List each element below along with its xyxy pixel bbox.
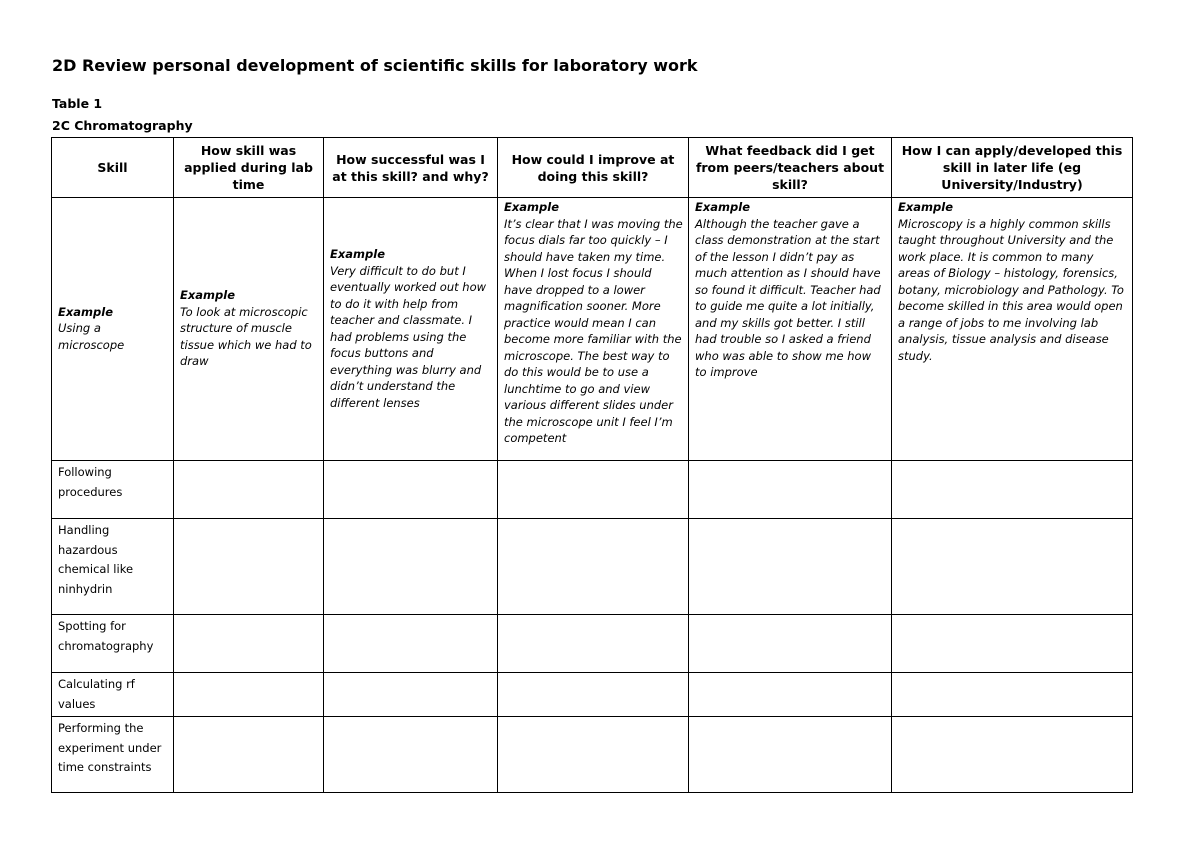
table-header-row — [52, 138, 1133, 198]
empty-cell — [689, 673, 892, 717]
example-applied-cell — [174, 198, 324, 461]
example-label: Example — [695, 200, 750, 214]
table-row — [52, 615, 1133, 673]
example-label: Example — [180, 288, 235, 303]
empty-cell — [689, 519, 892, 615]
example-improve-text: It’s clear that I was moving the focus dials far too quickly – I should have taken my time. When I lost focus I should have dropped to a lower magnification sooner. More practice would mean I can become more familiar with the microscope. The best way to do this would be to use a lunchtime to go and view various different slides under the microscope unit I feel I’m competent — [504, 216, 683, 445]
empty-cell — [174, 615, 324, 673]
example-label: Example — [330, 247, 385, 261]
empty-cell — [498, 717, 689, 793]
example-feedback-text: Although the teacher gave a class demonstration at the start of the lesson I didn’t pay as much attention as I should have so found it difficult. Teacher had to guide me quite a lot initially, and my skills got better. I still had trouble so I asked a friend who was able to show me how to improve — [695, 216, 881, 379]
empty-cell — [892, 673, 1133, 717]
skill-name-cell: Handling hazardous chemical like ninhydrin — [52, 519, 174, 615]
table-row — [52, 717, 1133, 793]
example-success-cell — [324, 198, 498, 461]
example-skill-text: Using a microscope — [58, 321, 125, 352]
example-feedback-cell — [689, 198, 892, 461]
header-feedback: What feedback did I get from peers/teachers about skill? — [689, 138, 892, 198]
empty-cell — [498, 673, 689, 717]
skill-name-cell: Calculating rf values — [52, 673, 174, 717]
empty-cell — [689, 717, 892, 793]
empty-cell — [498, 461, 689, 519]
empty-cell — [174, 673, 324, 717]
empty-cell — [324, 673, 498, 717]
example-row — [52, 198, 1133, 461]
empty-cell — [324, 519, 498, 615]
example-later-life-text: Microscopy is a highly common skills taught throughout University and the work place. It is common to many areas of Biology – histology, forensics, botany, microbiology and Pathology. To become skilled in this area would open a range of jobs to me involving lab analysis, tissue analysis and disease study. — [898, 216, 1124, 363]
empty-cell — [892, 519, 1133, 615]
header-applied: How skill was applied during lab time — [174, 138, 324, 198]
empty-cell — [689, 615, 892, 673]
skill-name-cell: Performing the experiment under time constraints — [52, 717, 174, 793]
empty-cell — [324, 717, 498, 793]
skills-review-table — [51, 137, 1133, 793]
header-improve: How could I improve at doing this skill? — [498, 138, 689, 198]
example-applied-text: To look at microscopic structure of muscle tissue which we had to draw — [180, 304, 312, 369]
empty-cell — [324, 615, 498, 673]
example-label: Example — [58, 304, 113, 319]
table-row — [52, 519, 1133, 615]
empty-cell — [174, 519, 324, 615]
table-row — [52, 461, 1133, 519]
example-label: Example — [504, 200, 559, 214]
empty-cell — [689, 461, 892, 519]
skill-name-cell: Spotting for chromatography — [52, 615, 174, 673]
empty-cell — [498, 519, 689, 615]
empty-cell — [174, 461, 324, 519]
empty-cell — [498, 615, 689, 673]
empty-cell — [892, 615, 1133, 673]
header-success: How successful was I at this skill? and why? — [324, 138, 498, 198]
empty-cell — [892, 717, 1133, 793]
table-label: Table 1 — [52, 96, 103, 111]
example-improve-cell — [498, 198, 689, 461]
header-later-life: How I can apply/developed this skill in later life (eg University/Industry) — [892, 138, 1133, 198]
example-label: Example — [898, 200, 953, 214]
table-row — [52, 673, 1133, 717]
table-caption: 2C Chromatography — [52, 118, 193, 133]
skill-name-cell: Following procedures — [52, 461, 174, 519]
empty-cell — [324, 461, 498, 519]
example-later-life-cell — [892, 198, 1133, 461]
empty-cell — [892, 461, 1133, 519]
example-skill-cell — [52, 198, 174, 461]
empty-cell — [174, 717, 324, 793]
example-success-text: Very difficult to do but I eventually worked out how to do it with help from teacher and classmate. I had problems using the focus buttons and everything was blurry and didn’t understand the different lenses — [330, 263, 487, 410]
page-title: 2D Review personal development of scientific skills for laboratory work — [52, 56, 698, 75]
header-skill: Skill — [52, 138, 174, 198]
